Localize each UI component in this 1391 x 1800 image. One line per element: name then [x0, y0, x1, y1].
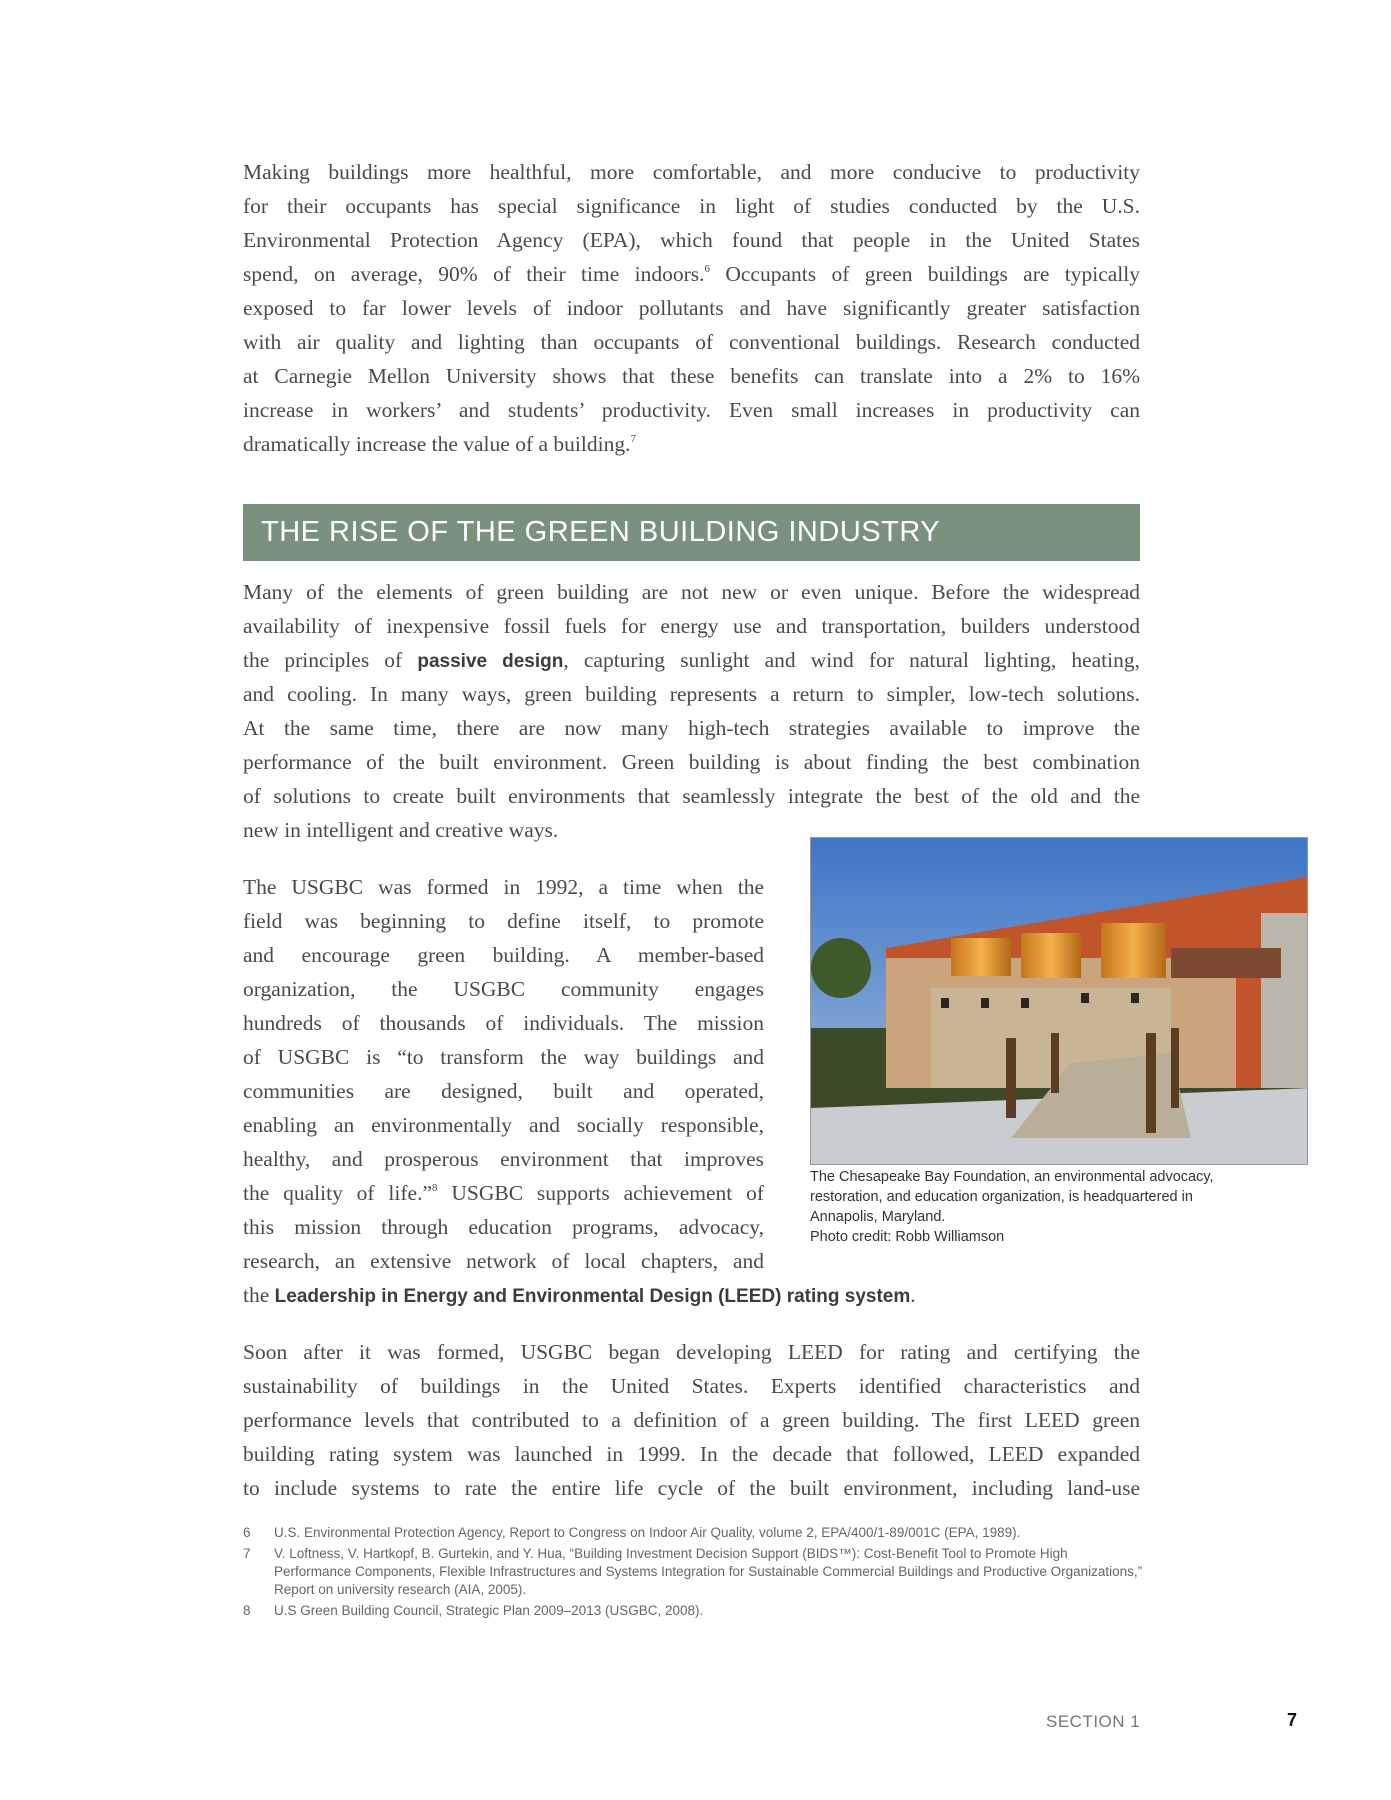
- text-line: [243, 972, 764, 1006]
- text-line: [243, 1403, 1140, 1437]
- footnote-7: [243, 1545, 1143, 1599]
- text-line: [243, 609, 1140, 643]
- footnote-number: 6: [243, 1525, 251, 1540]
- text-run: dramatically increase the value of a building.: [243, 432, 631, 456]
- text-line: [243, 1006, 764, 1040]
- text-line: [243, 1278, 1140, 1312]
- text-line: [243, 1074, 764, 1108]
- text-run: Environmental Protection Agency (EPA), which found that people in the United States: [243, 228, 1140, 252]
- text-line: [243, 870, 764, 904]
- footnote-6: [243, 1524, 1143, 1542]
- text-run: the: [243, 1283, 275, 1307]
- text-run: Many of the elements of green building are not new or even unique. Before the widespread: [243, 580, 1140, 604]
- text-run: field was beginning to define itself, to promote: [243, 909, 764, 933]
- caption-line: restoration, and education organization, is headquartered in: [810, 1189, 1193, 1205]
- text-line: [243, 359, 1140, 393]
- footer-section-label: SECTION 1: [1046, 1712, 1141, 1731]
- text-run: enabling an environmentally and socially responsible,: [243, 1113, 764, 1137]
- footnote-text: U.S. Environmental Protection Agency, Report to Congress on Indoor Air Quality, volume 2, EPA/400/1-89/001C (EPA, 1989).: [274, 1525, 1021, 1540]
- text-line: [243, 1335, 1140, 1369]
- footnote-text: U.S Green Building Council, Strategic Plan 2009–2013 (USGBC, 2008).: [274, 1603, 704, 1618]
- text-line: [243, 257, 1140, 291]
- text-run: healthy, and prosperous environment that improves: [243, 1147, 764, 1171]
- text-run: sustainability of buildings in the United States. Experts identified characteristics and: [243, 1374, 1140, 1398]
- text-line: [243, 189, 1140, 223]
- text-line: [243, 643, 1140, 677]
- text-line: [243, 575, 1140, 609]
- text-run: exposed to far lower levels of indoor pollutants and have significantly greater satisfaction: [243, 296, 1140, 320]
- text-line: [243, 677, 1140, 711]
- text-run: Soon after it was formed, USGBC began developing LEED for rating and certifying the: [243, 1340, 1140, 1364]
- footnote-number: 7: [243, 1546, 251, 1561]
- page-number: 7: [1287, 1710, 1298, 1730]
- text-run: at Carnegie Mellon University shows that these benefits can translate into a 2% to 16%: [243, 364, 1140, 388]
- text-line: [243, 1142, 764, 1176]
- text-line: [243, 1244, 764, 1278]
- text-line: [243, 223, 1140, 257]
- photo-credit: Photo credit: Robb Williamson: [810, 1229, 1005, 1245]
- text-run: this mission through education programs, advocacy,: [243, 1215, 764, 1239]
- text-line: [243, 427, 1140, 461]
- text-run: with air quality and lighting than occupants of conventional buildings. Research conducted: [243, 330, 1140, 354]
- key-term: Leadership in Energy and Environmental Design (LEED) rating system: [274, 1286, 911, 1307]
- text-run: .: [910, 1283, 916, 1307]
- green-building-paragraph: [243, 575, 1140, 847]
- text-run: the quality of life.”: [243, 1181, 432, 1205]
- caption-line: The Chesapeake Bay Foundation, an environmental advocacy,: [810, 1169, 1214, 1185]
- text-line: [243, 325, 1140, 359]
- footnote-ref: 6: [704, 263, 710, 275]
- text-run: availability of inexpensive fossil fuels for energy use and transportation, builders understood: [243, 614, 1140, 638]
- text-run: hundreds of thousands of individuals. The mission: [243, 1011, 764, 1035]
- text-run: to include systems to rate the entire life cycle of the built environment, including land-use: [243, 1476, 1140, 1500]
- text-line: [243, 745, 1140, 779]
- text-run: of USGBC is “to transform the way buildings and: [243, 1045, 764, 1069]
- text-line: [243, 1471, 1140, 1505]
- text-run: performance levels that contributed to a definition of a green building. The first LEED green: [243, 1408, 1140, 1432]
- text-run: The USGBC was formed in 1992, a time when the: [243, 875, 764, 899]
- leed-paragraph: [243, 1335, 1140, 1505]
- text-run: increase in workers’ and students’ productivity. Even small increases in productivity can: [243, 398, 1140, 422]
- text-line: [243, 1210, 764, 1244]
- footnote-text: V. Loftness, V. Hartkopf, B. Gurtekin, and Y. Hua, “Building Investment Decision Support (BIDS™): Cost-Benefit Tool to Promote High Performance Components, Flexible Infrastructures and Systems Integration for Sustainable Commercial Buildings and Productive Organizations,” Report on university research (AIA, 2005).: [274, 1546, 1143, 1597]
- text-line: [243, 1176, 764, 1210]
- footnote-number: 8: [243, 1603, 251, 1618]
- text-run: At the same time, there are now many high-tech strategies available to improve the: [243, 716, 1140, 740]
- text-run: of solutions to create built environments that seamlessly integrate the best of the old and the: [243, 784, 1140, 808]
- chesapeake-bay-foundation-photo: [810, 837, 1308, 1165]
- text-line: [243, 904, 764, 938]
- text-line: [243, 1108, 764, 1142]
- text-run: for their occupants has special significance in light of studies conducted by the U.S.: [243, 194, 1140, 218]
- text-line: [243, 711, 1140, 745]
- text-run: and cooling. In many ways, green building represents a return to simpler, low-tech solutions.: [243, 682, 1140, 706]
- text-line: [243, 1437, 1140, 1471]
- footnotes: [243, 1524, 1143, 1623]
- text-run: new in intelligent and creative ways.: [243, 818, 559, 842]
- text-line: [243, 393, 1140, 427]
- footnote-ref: 8: [432, 1182, 438, 1194]
- key-term: passive design: [417, 651, 564, 672]
- text-run: , capturing sunlight and wind for natural lighting, heating,: [563, 648, 1140, 672]
- text-line: [243, 1040, 764, 1074]
- text-run: Making buildings more healthful, more comfortable, and more conducive to productivity: [243, 160, 1140, 184]
- text-run: spend, on average, 90% of their time indoors.: [243, 262, 705, 286]
- text-run: and encourage green building. A member-based: [243, 943, 764, 967]
- text-line: [243, 1369, 1140, 1403]
- text-line: [243, 291, 1140, 325]
- text-run: performance of the built environment. Green building is about finding the best combination: [243, 750, 1140, 774]
- text-run: the principles of: [243, 648, 418, 672]
- text-run: building rating system was launched in 1999. In the decade that followed, LEED expanded: [243, 1442, 1140, 1466]
- text-line: [243, 155, 1140, 189]
- section-heading: THE RISE OF THE GREEN BUILDING INDUSTRY: [243, 504, 1140, 561]
- photo-caption: [810, 1167, 1310, 1247]
- text-run: communities are designed, built and operated,: [243, 1079, 764, 1103]
- text-line: [243, 779, 1140, 813]
- text-run: organization, the USGBC community engages: [243, 977, 764, 1001]
- text-run: research, an extensive network of local chapters, and: [243, 1249, 764, 1273]
- text-run: USGBC supports achievement of: [437, 1181, 764, 1205]
- footnote-8: [243, 1602, 1143, 1620]
- caption-line: Annapolis, Maryland.: [810, 1209, 946, 1225]
- intro-paragraph: [243, 155, 1140, 461]
- text-line: [243, 938, 764, 972]
- footnote-ref: 7: [630, 433, 636, 445]
- text-run: Occupants of green buildings are typically: [710, 262, 1141, 286]
